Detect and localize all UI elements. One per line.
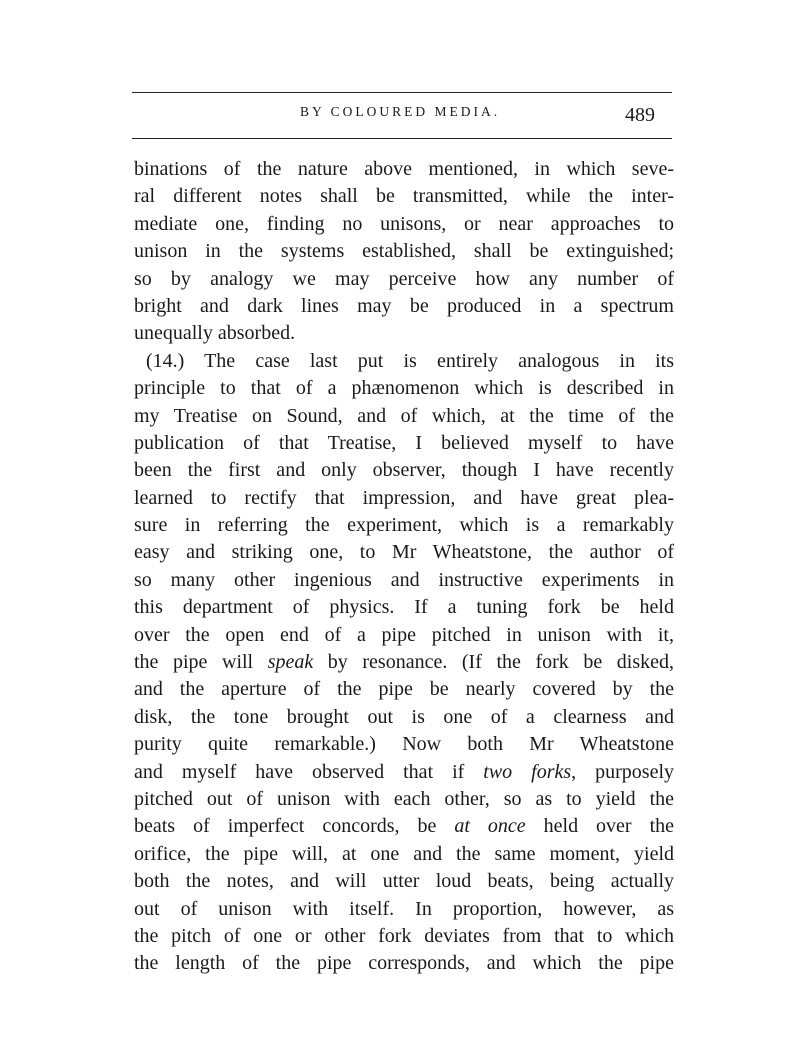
text-line: mediate one, finding no unisons, or near approaches to xyxy=(134,212,674,235)
text-line: unequally absorbed. xyxy=(134,322,296,345)
text-line: this department of physics. If a tuning fork be held xyxy=(134,596,674,619)
text-run: beats of imperfect concords, be xyxy=(134,815,455,838)
text-line: principle to that of a phænomenon which is described in xyxy=(134,377,674,400)
text-line: bright and dark lines may be produced in a spectrum xyxy=(134,294,674,317)
text-line: so many other ingenious and instructive experiments in xyxy=(134,568,674,591)
text-line: publication of that Treatise, I believed myself to have xyxy=(134,431,674,454)
text-line: the length of the pipe corresponds, and which the pipe xyxy=(134,952,674,975)
text-line: learned to rectify that impression, and have great plea- xyxy=(134,486,674,509)
text-line: disk, the tone brought out is one of a clearness and xyxy=(134,705,674,728)
text-run: the pipe will xyxy=(134,651,268,674)
text-line: the pitch of one or other fork deviates from that to which xyxy=(134,924,674,947)
paragraph-14 xyxy=(134,348,674,978)
text-line xyxy=(134,759,674,786)
body-text xyxy=(134,156,674,978)
text-run: , purposely xyxy=(571,760,674,783)
header-bottom-rule xyxy=(132,138,672,139)
text-line xyxy=(134,649,674,676)
text-line: over the open end of a pipe pitched in unison with it, xyxy=(134,623,674,646)
text-line: out of unison with itself. In proportion, however, as xyxy=(134,897,674,920)
italic-word: speak xyxy=(267,651,314,674)
text-line: and the aperture of the pipe be nearly covered by the xyxy=(134,678,674,701)
paragraph-continuation xyxy=(134,156,674,348)
text-line: pitched out of unison with each other, so as to yield the xyxy=(134,787,674,810)
text-line: sure in referring the experiment, which is a remarkably xyxy=(134,514,674,537)
page-number: 489 xyxy=(625,104,655,126)
text-line xyxy=(134,813,674,840)
text-line: ral different notes shall be transmitted, while the inter- xyxy=(134,185,674,208)
paragraph-14-first-line: (14.) The case last put is entirely analogous in its xyxy=(146,349,674,372)
text-run: and myself have observed that if xyxy=(134,760,484,783)
text-line: binations of the nature above mentioned, in which seve- xyxy=(134,158,674,180)
text-run: by resonance. (If the fork be disked, xyxy=(313,651,674,674)
text-line: unison in the systems established, shall be extinguished; xyxy=(134,240,674,263)
text-line: my Treatise on Sound, and of which, at the time of the xyxy=(134,404,674,427)
text-run: held over the xyxy=(525,815,675,838)
italic-phrase: two forks xyxy=(483,760,572,783)
italic-phrase: at once xyxy=(454,815,526,838)
text-line: easy and striking one, to Mr Wheatstone, the author of xyxy=(134,541,674,564)
text-line: been the first and only observer, though I have recently xyxy=(134,459,674,482)
text-line: so by analogy we may perceive how any number of xyxy=(134,267,674,290)
text-line: orifice, the pipe will, at one and the same moment, yield xyxy=(134,842,674,865)
text-line: purity quite remarkable.) Now both Mr Wheatstone xyxy=(134,733,674,756)
header-top-rule xyxy=(132,92,672,93)
running-head: BY COLOURED MEDIA. xyxy=(300,104,501,119)
text-line: both the notes, and will utter loud beats, being actually xyxy=(134,870,674,893)
